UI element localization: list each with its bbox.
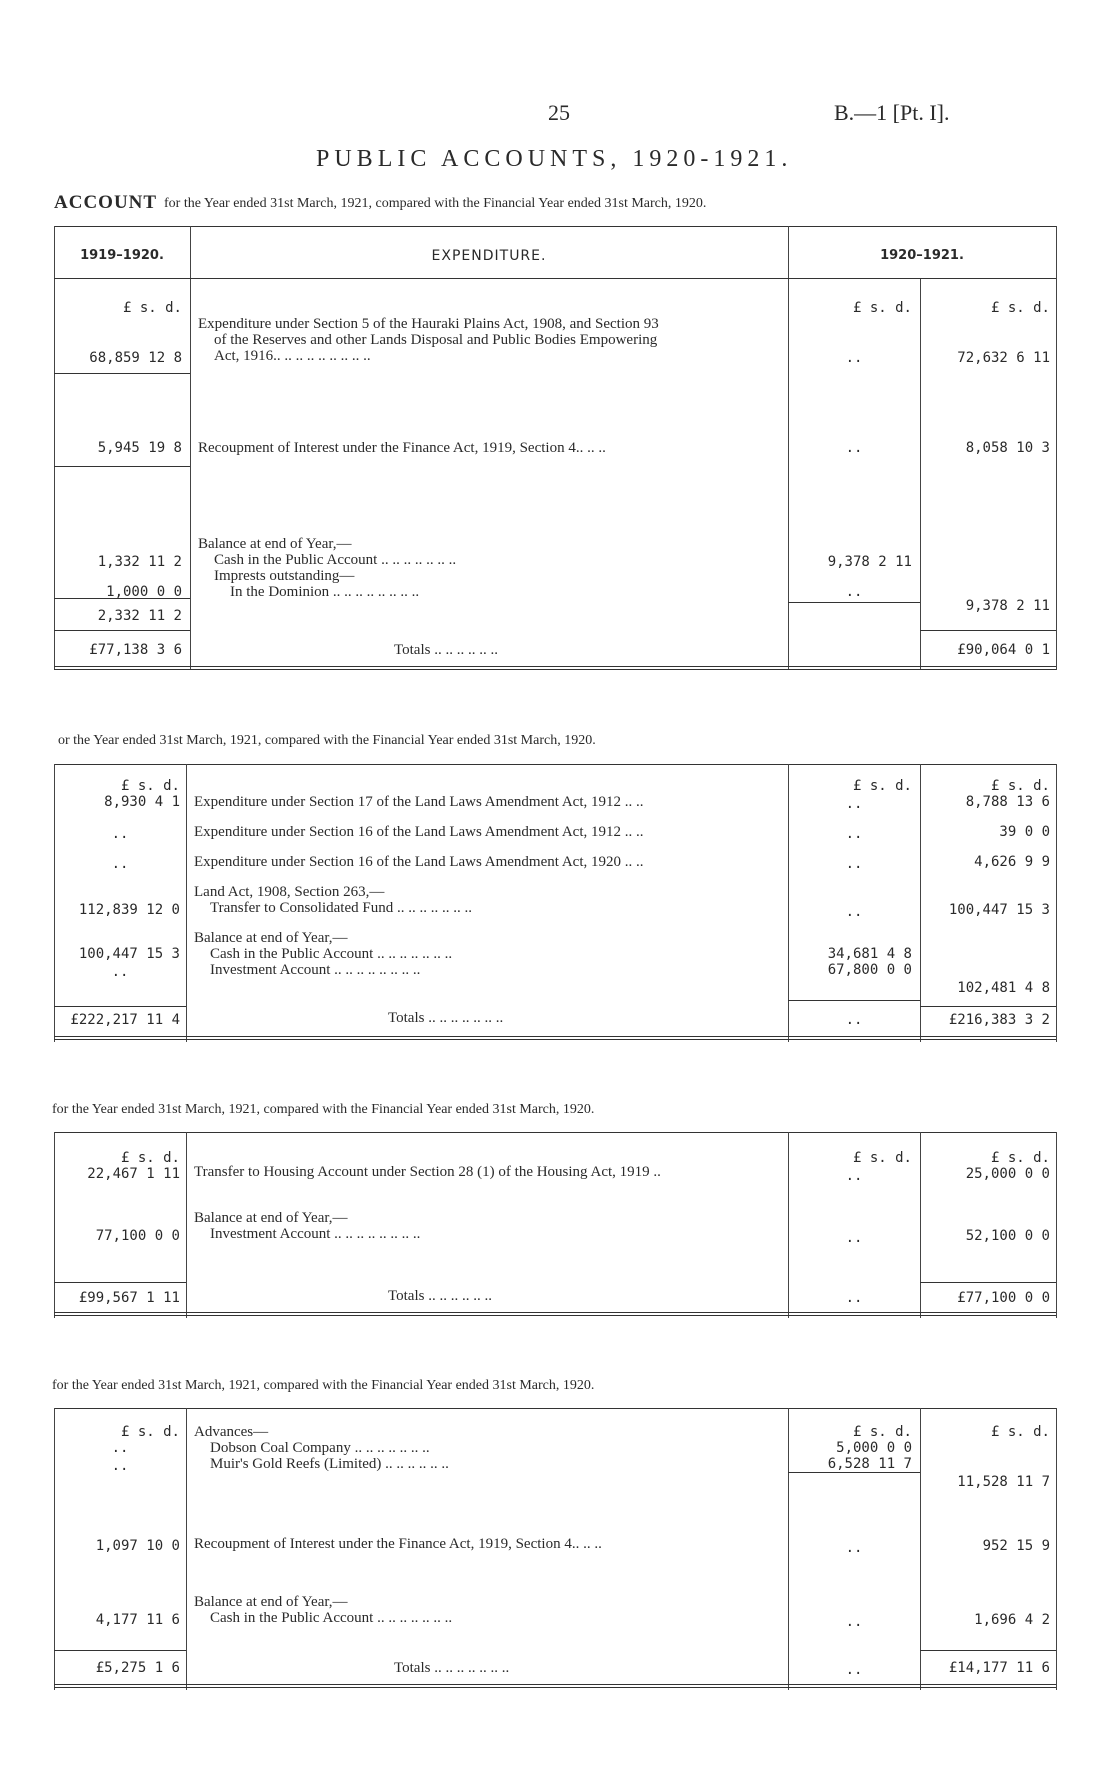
currency-header: £ s. d. [990, 778, 1050, 794]
currency-header: £ s. d. [990, 1150, 1050, 1166]
amount-1919: 77,100 0 0 [95, 1228, 180, 1244]
amount-1920: 4,626 9 9 [974, 854, 1050, 870]
totals-label: Totals .. .. .. .. .. .. [394, 642, 498, 658]
amount-1919: 8,930 4 1 [104, 794, 180, 810]
account-caption: for the Year ended 31st March, 1921, compared with the Financial Year ended 31st March, 1920. [164, 196, 707, 211]
amount-1919: 68,859 12 8 [89, 350, 182, 366]
account-word: ACCOUNT [54, 192, 158, 213]
amount-1919: .. [111, 964, 129, 980]
totals-1920-sub: .. [845, 1290, 863, 1306]
currency-header: £ s. d. [120, 1424, 180, 1440]
totals-1919: £77,138 3 6 [89, 642, 182, 658]
row-text: Expenditure under Section 17 of the Land Laws Amendment Act, 1912 .. .. [194, 794, 644, 810]
totals-label: Totals .. .. .. .. .. .. [388, 1288, 492, 1304]
totals-1919: £5,275 1 6 [95, 1660, 180, 1676]
amount-1919: .. [111, 826, 129, 842]
row-text: Cash in the Public Account .. .. .. .. .. .. .. [210, 1610, 453, 1626]
row-text: Transfer to Consolidated Fund .. .. .. .. .. .. .. [210, 900, 472, 916]
row-text: Balance at end of Year,— [198, 536, 352, 552]
amount-1920: 9,378 2 11 [965, 598, 1050, 614]
amount-1920-sub: .. [845, 440, 863, 456]
amount-1919: 1,000 0 0 [106, 584, 182, 600]
row-text: Act, 1916.. .. .. .. .. .. .. .. .. [214, 348, 371, 364]
amount-1919: 1,332 11 2 [97, 554, 182, 570]
amount-1920-sub: 6,528 11 7 [827, 1456, 912, 1472]
currency-header: £ s. d. [852, 1424, 912, 1440]
amount-1919: 5,945 19 8 [97, 440, 182, 456]
row-text: Land Act, 1908, Section 263,— [194, 884, 385, 900]
amount-1919: .. [111, 1440, 129, 1456]
row-text: Recoupment of Interest under the Finance Act, 1919, Section 4.. .. .. [198, 440, 606, 456]
totals-1920: £216,383 3 2 [948, 1012, 1050, 1028]
amount-1919: 112,839 12 0 [78, 902, 180, 918]
row-text: Expenditure under Section 5 of the Hauraki Plains Act, 1908, and Section 93 [198, 316, 659, 332]
amount-1920-sub: .. [845, 1540, 863, 1556]
column-header-1919: 1919–1920. [80, 248, 164, 263]
row-text: Investment Account .. .. .. .. .. .. .. .. [210, 1226, 421, 1242]
row-text: In the Dominion .. .. .. .. .. .. .. .. [230, 584, 420, 600]
row-text: Balance at end of Year,— [194, 1594, 348, 1610]
amount-1920-sub: .. [845, 584, 863, 600]
amount-1920: 11,528 11 7 [957, 1474, 1050, 1490]
amount-1920-sub: .. [845, 826, 863, 842]
row-text: of the Reserves and other Lands Disposal and Public Bodies Empowering [214, 332, 658, 348]
amount-1920-sub: 34,681 4 8 [827, 946, 912, 962]
amount-1920: 102,481 4 8 [957, 980, 1050, 996]
section-caption: for the Year ended 31st March, 1921, compared with the Financial Year ended 31st March, 1920. [52, 1102, 595, 1117]
currency-header: £ s. d. [120, 1150, 180, 1166]
row-text: Balance at end of Year,— [194, 930, 348, 946]
amount-1920-sub: 67,800 0 0 [827, 962, 912, 978]
row-text: Dobson Coal Company .. .. .. .. .. .. .. [210, 1440, 430, 1456]
row-text: Cash in the Public Account .. .. .. .. .. .. .. [210, 946, 453, 962]
section-caption: or the Year ended 31st March, 1921, compared with the Financial Year ended 31st March, 1920. [58, 733, 596, 748]
amount-1919-subtotal: 2,332 11 2 [97, 608, 182, 624]
row-text: Transfer to Housing Account under Section 28 (1) of the Housing Act, 1919 .. [194, 1164, 661, 1180]
row-text: Imprests outstanding— [214, 568, 355, 584]
amount-1920-sub: 5,000 0 0 [836, 1440, 912, 1456]
currency-header: £ s. d. [852, 778, 912, 794]
amount-1920-sub: .. [845, 796, 863, 812]
amount-1919: 1,097 10 0 [95, 1538, 180, 1554]
currency-header: £ s. d. [990, 1424, 1050, 1440]
amount-1920: 39 0 0 [999, 824, 1050, 840]
totals-1920: £14,177 11 6 [948, 1660, 1050, 1676]
totals-label: Totals .. .. .. .. .. .. .. [394, 1660, 510, 1676]
document-reference: B.—1 [Pt. I]. [834, 100, 950, 125]
amount-1919: .. [111, 856, 129, 872]
totals-1920-sub: .. [845, 1012, 863, 1028]
amount-1920-sub: .. [845, 1614, 863, 1630]
column-header-expenditure: EXPENDITURE. [431, 248, 547, 264]
row-text: Cash in the Public Account .. .. .. .. .. .. .. [214, 552, 457, 568]
amount-1919: 22,467 1 11 [87, 1166, 180, 1182]
row-text: Balance at end of Year,— [194, 1210, 348, 1226]
row-text: Recoupment of Interest under the Finance Act, 1919, Section 4.. .. .. [194, 1536, 602, 1552]
row-text: Muir's Gold Reefs (Limited) .. .. .. .. .. .. [210, 1456, 449, 1472]
row-text: Expenditure under Section 16 of the Land Laws Amendment Act, 1912 .. .. [194, 824, 644, 840]
amount-1920: 952 15 9 [982, 1538, 1050, 1554]
row-text: Expenditure under Section 16 of the Land Laws Amendment Act, 1920 .. .. [194, 854, 644, 870]
totals-1919: £99,567 1 11 [78, 1290, 180, 1306]
amount-1920-sub: .. [845, 904, 863, 920]
row-text: Investment Account .. .. .. .. .. .. .. .. [210, 962, 421, 978]
totals-label: Totals .. .. .. .. .. .. .. [388, 1010, 504, 1026]
amount-1920-sub: .. [845, 1230, 863, 1246]
amount-1919: 4,177 11 6 [95, 1612, 180, 1628]
page-number: 25 [548, 100, 570, 125]
totals-1920: £77,100 0 0 [957, 1290, 1050, 1306]
currency-header: £ s. d. [990, 300, 1050, 316]
amount-1920: 1,696 4 2 [974, 1612, 1050, 1628]
currency-header: £ s. d. [852, 300, 912, 316]
amount-1920: 100,447 15 3 [948, 902, 1050, 918]
row-text: Advances— [194, 1424, 269, 1440]
currency-header: £ s. d. [852, 1150, 912, 1166]
amount-1920-sub: .. [845, 1168, 863, 1184]
amount-1920: 25,000 0 0 [965, 1166, 1050, 1182]
amount-1919: .. [111, 1458, 129, 1474]
section-caption: for the Year ended 31st March, 1921, compared with the Financial Year ended 31st March, 1920. [52, 1378, 595, 1393]
totals-1919: £222,217 11 4 [70, 1012, 180, 1028]
amount-1920: 72,632 6 11 [957, 350, 1050, 366]
page-title: PUBLIC ACCOUNTS, 1920-1921. [316, 146, 793, 172]
currency-header: £ s. d. [122, 300, 182, 316]
amount-1920-sub: 9,378 2 11 [827, 554, 912, 570]
amount-1920-sub: .. [845, 350, 863, 366]
totals-1920-sub: .. [845, 1662, 863, 1678]
column-header-1920: 1920–1921. [880, 248, 964, 263]
totals-1920: £90,064 0 1 [957, 642, 1050, 658]
amount-1920: 8,058 10 3 [965, 440, 1050, 456]
amount-1920: 8,788 13 6 [965, 794, 1050, 810]
currency-header: £ s. d. [120, 778, 180, 794]
amount-1920-sub: .. [845, 856, 863, 872]
amount-1919: 100,447 15 3 [78, 946, 180, 962]
amount-1920: 52,100 0 0 [965, 1228, 1050, 1244]
